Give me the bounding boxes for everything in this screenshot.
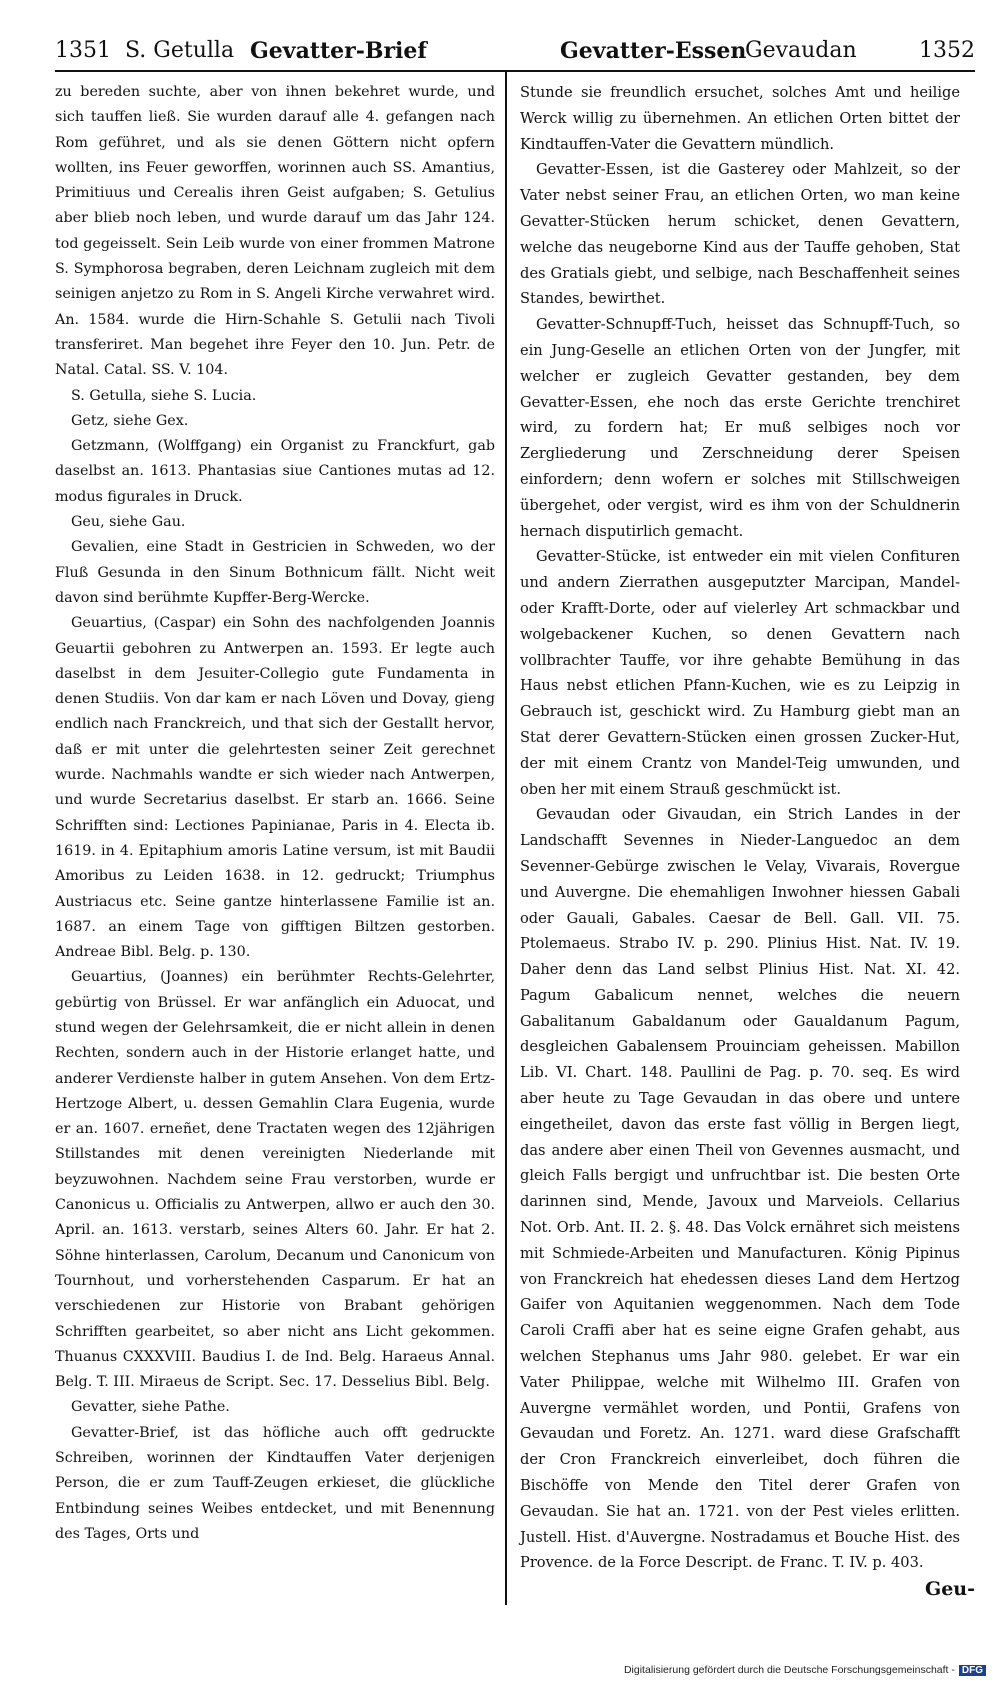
- page-header: [55, 30, 975, 72]
- catchword: Geu-: [924, 1578, 975, 1600]
- entry-getzmann: Getzmann, (Wolffgang) ein Organist zu Franckfurt, gab daselbst an. 1613. Phantasias siue Cantiones mutas ad 12. modus figurales in Druck.: [55, 438, 495, 505]
- entry-gevatter-brief: Gevatter-Brief, ist das höfliche auch offt gedruckte Schreiben, worinnen der Kindtauffen Vater derjenigen Person, die er zum Tauff-Zeugen erkieset, die glückliche Entbindung seines Weibes entdecket, und mit Benennung des Tages, Orts und: [55, 1424, 495, 1542]
- entry-geuartius-joannes: Geuartius, (Joannes) ein berühmter Rechts-Gelehrter, gebürtig von Brüssel. Er war anfänglich ein Aduocat, und stund wegen der Gelehrsamkeit, die er nicht allein in denen Rechten, sondern auch in der Historie erlanget hatte, und anderer Verdienste halber in gutem Ansehen. Von dem Ertz-Hertzoge Albert, u. dessen Gemahlin Clara Eugenia, wurde er an. 1607. erneñet, dene Tractaten wegen des 12jährigen Stillstandes mit denen vereinigten Niederlande mit beyzuwohnen. Nachdem seine Frau verstorben, wurde er Canonicus u. Officialis zu Antwerpen, allwo er auch den 30. April. an. 1613. verstarb, seines Alters 60. Jahr. Er hat 2. Söhne hinterlassen, Carolum, Decanum und Canonicum von Tournhout, und vorherstehenden Casparum. Er hat an verschiedenen zur Historie von Brabant gehörigen Schrifften gearbeitet, so aber nicht ans Licht gekommen. Thuanus CXXXVIII. Baudius I. de Ind. Belg. Haraeus Annal. Belg. T. III. Miraeus de Script. Sec. 17. Desselius Bibl. Belg.: [55, 969, 495, 1391]
- left-page-number: 1351: [55, 38, 111, 63]
- entry-gevatter-schnupff-tuch: Gevatter-Schnupff-Tuch, heisset das Schnupff-Tuch, so ein Jung-Geselle an etlichen Orten von der Jungfer, mit welcher er zugleich Gevatter gestanden, bey dem Gevatter-Essen, ehe noch das erste Gerichte trenchiret wird, zu fordern hat; Er muß selbiges noch vor Zergliederung und Zerschneidung derer Speisen einfordern; denn wofern er solches mit Stillschweigen übergehet, oder vergist, wird es ihm von der Schuldnerin hernach disputirlich gemacht.: [520, 316, 960, 540]
- column-divider: [505, 70, 507, 1605]
- book-page: [55, 30, 975, 1630]
- entry-gevaudan: Gevaudan oder Givaudan, ein Strich Landes in der Landschafft Sevennes in Nieder-Languedoc an dem Sevenner-Gebürge zwischen le Velay, Vivarais, Rovergue und Auvergne. Die ehemahligen Inwohner hiessen Gabali oder Gauali, Gabales. Caesar de Bell. Gall. VII. 75. Ptolemaeus. Strabo IV. p. 290. Plinius Hist. Nat. IV. 19. Daher denn das Land selbst Plinius Hist. Nat. XI. 42. Pagum Gabalicum nennet, welches die neuern Gabalitanum Gabaldanum oder Gaualdanum Pagum, desgleichen Gabalensem Prouinciam geheissen. Mabillon Lib. VI. Chart. 148. Paullini de Pag. p. 70. seq. Es wird aber heute zu Tage Gevaudan in das obere und untere eingetheilet, davon das erste fast völlig in Bergen liegt, das andere aber einen Theil von Gevennes ausmacht, und gleich Falls bergigt und unfruchtbar ist. Die besten Orte darinnen sind, Mende, Javoux und Marveiols. Cellarius Not. Orb. Ant. II. 2. §. 48. Das Volck ernähret sich meistens mit Schmiede-Arbeiten und Manufacturen. König Pipinus von Franckreich hat ehedessen dieses Land dem Hertzog Gaifer von Aquitanien weggenommen. Nach dem Tode Caroli Craffi aber hat es seine eigne Grafen gehabt, aus welchen Stephanus ums Jahr 980. gelebet. Er war ein Vater Philippae, welche mit Wilhelmo III. Grafen von Auvergne vermählet worden, und Pontii, Grafens von Gevaudan und Foretz. An. 1271. ward diese Grafschafft der Cron Franckreich einverleibet, doch führen die Bischöffe von Mende den Titel derer Grafen von Gevaudan. Sie hat an. 1721. von der Pest vieles erlitten. Justell. Hist. d'Auvergne. Nostradamus et Bouche Hist. des Provence. de la Force Descript. de Franc. T. IV. p. 403.: [520, 806, 960, 1572]
- entry-geuartius-caspar: Geuartius, (Caspar) ein Sohn des nachfolgenden Joannis Geuartii gebohren zu Antwerpen an. 1593. Er legte auch daselbst in dem Jesuiter-Collegio gute Fundamenta in denen Studiis. Von dar kam er nach Löven und Dovay, gieng endlich nach Franckreich, und that sich der Gestallt hervor, daß er mit unter die gelehrtesten seiner Zeit gerechnet wurde. Nachmahls wandte er sich wieder nach Antwerpen, und wurde Secretarius daselbst. Er starb an. 1666. Seine Schrifften sind: Lectiones Papinianae, Paris in 4. Electa ib. 1619. in 4. Epitaphium amoris Latine versum, ist mit Baudii Amoribus zu Leiden 1638. in 12. gedruckt; Triumphus Austriacus etc. Seine gantze hinterlassene Familie ist an. 1687. an einem Tage von gifftigen Biltzen gestorben. Andreae Bibl. Belg. p. 130.: [55, 615, 495, 961]
- right-column: [520, 80, 960, 1576]
- entry-gevalien: Gevalien, eine Stadt in Gestricien in Schweden, wo der Fluß Gesunda in den Sinum Bothnicum fällt. Nicht weit davon sind berühmte Kupffer-Berg-Wercke.: [55, 539, 495, 606]
- entry-gevatter: Gevatter, siehe Pathe.: [71, 1399, 230, 1416]
- entry-getulla: S. Getulla, siehe S. Lucia.: [71, 387, 257, 404]
- entry-geu: Geu, siehe Gau.: [71, 514, 186, 531]
- digitization-footer: [624, 1664, 986, 1676]
- entry-gevatter-stuecke: Gevatter-Stücke, ist entweder ein mit vielen Confituren und andern Zierrathen ausgeputzter Marcipan, Mandel- oder Krafft-Dorte, oder auf vielerley Art schmackbar und wolgebackener Kuchen, so denen Gevattern nach vollbrachter Tauffe, vor ihre gehabte Bemühung in das Haus nebst etlichen Pfann-Kuchen, wie es zu Leipzig in Gebrauch ist, geschickt wird. Zu Hamburg giebt man an Stat derer Gevattern-Stücken einen grossen Zucker-Hut, der mit einem Crantz von Mandel-Teig umwunden, und oben her mit einem Strauß geschmückt ist.: [520, 548, 960, 798]
- left-running-title: Gevatter-Brief: [250, 38, 427, 64]
- left-column: [55, 80, 495, 1547]
- right-guide-word: Gevaudan: [745, 38, 857, 63]
- footer-text: Digitalisierung gefördert durch die Deutsche Forschungsgemeinschaft -: [623, 1664, 955, 1676]
- entry-gevatter-essen: Gevatter-Essen, ist die Gasterey oder Mahlzeit, so der Vater nebst seiner Frau, an etlichen Orten, wo man keine Gevatter-Stücken herum schicket, denen Gevattern, welche das neugeborne Kind aus der Tauffe gehoben, Stat des Gratials giebt, und selbige, nach Beschaffenheit seines Standes, bewirthet.: [520, 161, 960, 308]
- left-guide-word: S. Getulla: [125, 38, 235, 63]
- right-page-number: 1352: [919, 38, 975, 63]
- entry-getulius-continued: zu bereden suchte, aber von ihnen bekehret wurde, und sich tauffen ließ. Sie wurden darauf alle 4. gefangen nach Rom geführet, und als sie denen Göttern nicht opfern wollten, ins Feuer geworffen, worinnen auch SS. Amantius, Primitiuus und Cerealis ihren Geist aufgaben; S. Getulius aber blieb noch leben, und wurde darauf um das Jahr 124. tod gegeisselt. Sein Leib wurde von einer frommen Matrone S. Symphorosa begraben, deren Leichnam zugleich mit dem seinigen anjetzo zu Rom in S. Angeli Kirche verwahret wird. An. 1584. wurde die Hirn-Schahle S. Getulii nach Tivoli transferiret. Man begehet ihre Feyer den 10. Jun. Petr. de Natal. Catal. SS. V. 104.: [55, 84, 495, 379]
- entry-getz: Getz, siehe Gex.: [71, 412, 189, 429]
- entry-gevatter-brief-continued: Stunde sie freundlich ersuchet, solches Amt und heilige Werck willig zu übernehmen. An etlichen Orten bittet der Kindtauffen-Vater die Gevattern mündlich.: [520, 84, 960, 153]
- right-running-title: Gevatter-Essen: [560, 38, 747, 64]
- dfg-logo-icon: DFG: [959, 1665, 986, 1676]
